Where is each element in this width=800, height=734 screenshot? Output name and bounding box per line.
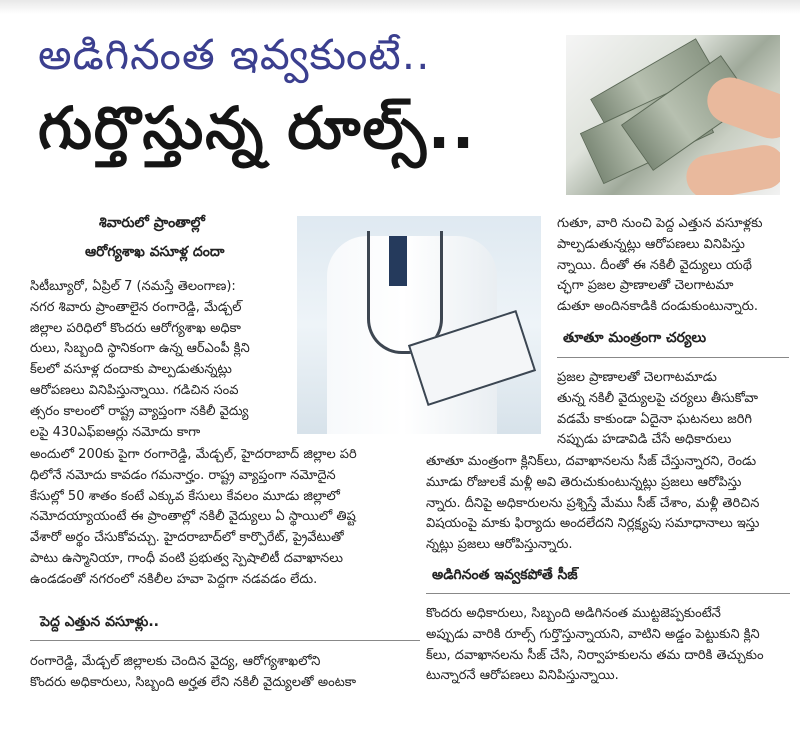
headline-title: గుర్తొస్తున్న రూల్స్.. [38,94,477,162]
section-divider [30,640,420,641]
text-line: లపై 430ఎఫ్ఐఆర్లు నమోదు కాగా [30,424,201,440]
article-col3-top [557,214,789,318]
section-heading-actions: తూతూ మంత్రంగా చర్యలు [563,330,707,346]
text-line: పాల్పడుతున్నట్లు ఆరోపణలు వినిపిస్తు [557,236,745,252]
text-line: సిటీబ్యూరో, ఏప్రిల్ 7 (నమస్తే తెలంగాణ): [30,279,236,294]
text-line: కొందరు అధికారులు, సిబ్బంది అడిగినంత ముట్టజెప్పకుంటేనే [426,606,721,621]
article-col3-mid [557,368,789,451]
subheadline-line2: ఆరోగ్యశాఖ వసూళ్ల దందా [85,244,225,260]
text-line: పాటు ఉస్మానియా, గాంధీ వంటి ప్రభుత్వ స్పెషాలిటీ దవాఖానలు [30,550,343,566]
text-line: న్నారు. దీనిపై అధికారులను ప్రశ్నిస్తే మేము సీజ్ చేశాం, మళ్లీ తెరిచిన [426,495,760,511]
text-line: రంగారెడ్డి, మేడ్చల్ జిల్లాలకు చెందిన వైద్య, ఆరోగ్యశాఖలోని [30,654,321,669]
text-line: తూతూ మంత్రంగా క్లినిక్‌లు, దవాఖానలను సీజ్ చేస్తున్నారని, రెండు [426,454,757,469]
text-line: క్‌లలో వసూళ్ల దందాకు పాల్పడుతున్నట్లు [30,362,232,378]
doctor-photo [297,216,541,434]
section-heading-collections: పెద్ద ఎత్తున వసూళ్లు.. [40,614,159,630]
text-line: నగర శివారు ప్రాంతాలైన రంగారెడ్డి, మేడ్చల్ [30,299,242,315]
text-line: నప్పుడు హడావిడి చేసే అధికారులు [557,432,732,448]
text-line: జిల్లాల పరిధిలో కొందరు ఆరోగ్యశాఖ అధికా [30,320,241,336]
text-line: ఉండడంతో నగరంలో నకిలీల హవా పెద్దగా నడవడం లేదు. [30,571,318,587]
section-divider [557,357,789,358]
text-line: మూడు రోజులకే మళ్లీ అవి తెరుచుకుంటున్నట్లు ప్రజలు ఆరోపిస్తు [426,474,742,490]
text-line: విషయంపై మాకు ఫిర్యాదు అందలేదని నిర్లక్ష్యపు సమాధానాలు ఇస్తు [426,516,760,532]
text-line: వేశారో అర్థం చేసుకోవచ్చు. హైదరాబాద్‌లో కార్పొరేట్, ప్రైవేటుతో [30,530,344,546]
section-heading-seize: అడిగినంత ఇవ్వకపోతే సీజ్ [432,567,578,583]
text-line: కొందరు అధికారులు, సిబ్బంది అర్హత లేని నకిలీ వైద్యులతో అంటకా [30,674,357,690]
text-line: డుతూ అందినకాడికి దండుకుంటున్నారు. [557,299,759,315]
text-line: గుతూ, వారి నుంచి పెద్ద ఎత్తున వసూళ్లకు [557,216,763,231]
text-line: ధిలోనే నమోదు కావడం గమనార్హం. రాష్ట్ర వ్యాప్తంగా నమోదైన [30,467,336,483]
money-photo [566,35,780,195]
text-line: తున్న నకిలీ వైద్యులపై చర్యలు తీసుకోవా [557,390,758,406]
text-line: త్సరం కాలంలో రాష్ట్ర వ్యాప్తంగా నకిలీ వైద్యు [30,403,249,419]
section-divider [426,593,790,594]
text-line: నమోదయ్యాయంటే ఈ ప్రాంతాల్లో నకిలీ వైద్యులు ఏ స్థాయిలో తిష్ట [30,509,356,525]
page-top-strip [0,0,800,14]
section3-text [426,604,790,687]
subheadline-line1: శివారులో ప్రాంతాల్లో [99,215,205,231]
text-line: రులు, సిబ్బంది స్థానికంగా ఉన్న ఆర్ఎంపీ క్లిని [30,341,250,357]
text-line: వడమే కాకుండా ఏదైనా ఘటనలు జరిగి [557,411,752,427]
text-line: టున్నారనే ఆరోపణలు వినిపిస్తున్నాయి. [426,668,619,684]
section1-text [30,652,420,694]
headline-kicker: అడిగినంత ఇవ్వకుంటే.. [38,30,431,79]
article-wide-block1 [30,445,416,591]
text-line: ప్రజల ప్రాణాలతో చెలగాటమాడు [557,370,717,385]
text-line: క్‌లు, దవాఖానలను సీజ్ చేసి, నిర్వాహకులను తమ దారికి తెచ్చుకుం [426,647,764,663]
article-col1-top [30,277,292,443]
text-line: కేసుల్లో 50 శాతం కంటే ఎక్కువ కేసులు కేవలం మూడు జిల్లాలో [30,488,340,504]
text-line: చ్ఛగా ప్రజల ప్రాణాలతో చెలగాటమా [557,278,734,294]
text-line: ఆరోపణలు వినిపిస్తున్నాయి. గడిచిన సంవ [30,382,239,398]
text-line: న్నాయి. దీంతో ఈ నకిలీ వైద్యులు యథే [557,257,752,273]
text-line: అందులో 200కు పైగా రంగారెడ్డి, మేడ్చల్, హైదరాబాద్ జిల్లాల పరి [30,447,357,462]
text-line: న్నట్లు ప్రజలు ఆరోపిస్తున్నారు. [426,537,573,553]
text-line: అప్పుడు వారికి రూల్స్ గుర్తొస్తున్నాయని, వాటిని అడ్డం పెట్టుకుని క్లిని [426,626,760,642]
article-wide-block2 [426,452,790,556]
